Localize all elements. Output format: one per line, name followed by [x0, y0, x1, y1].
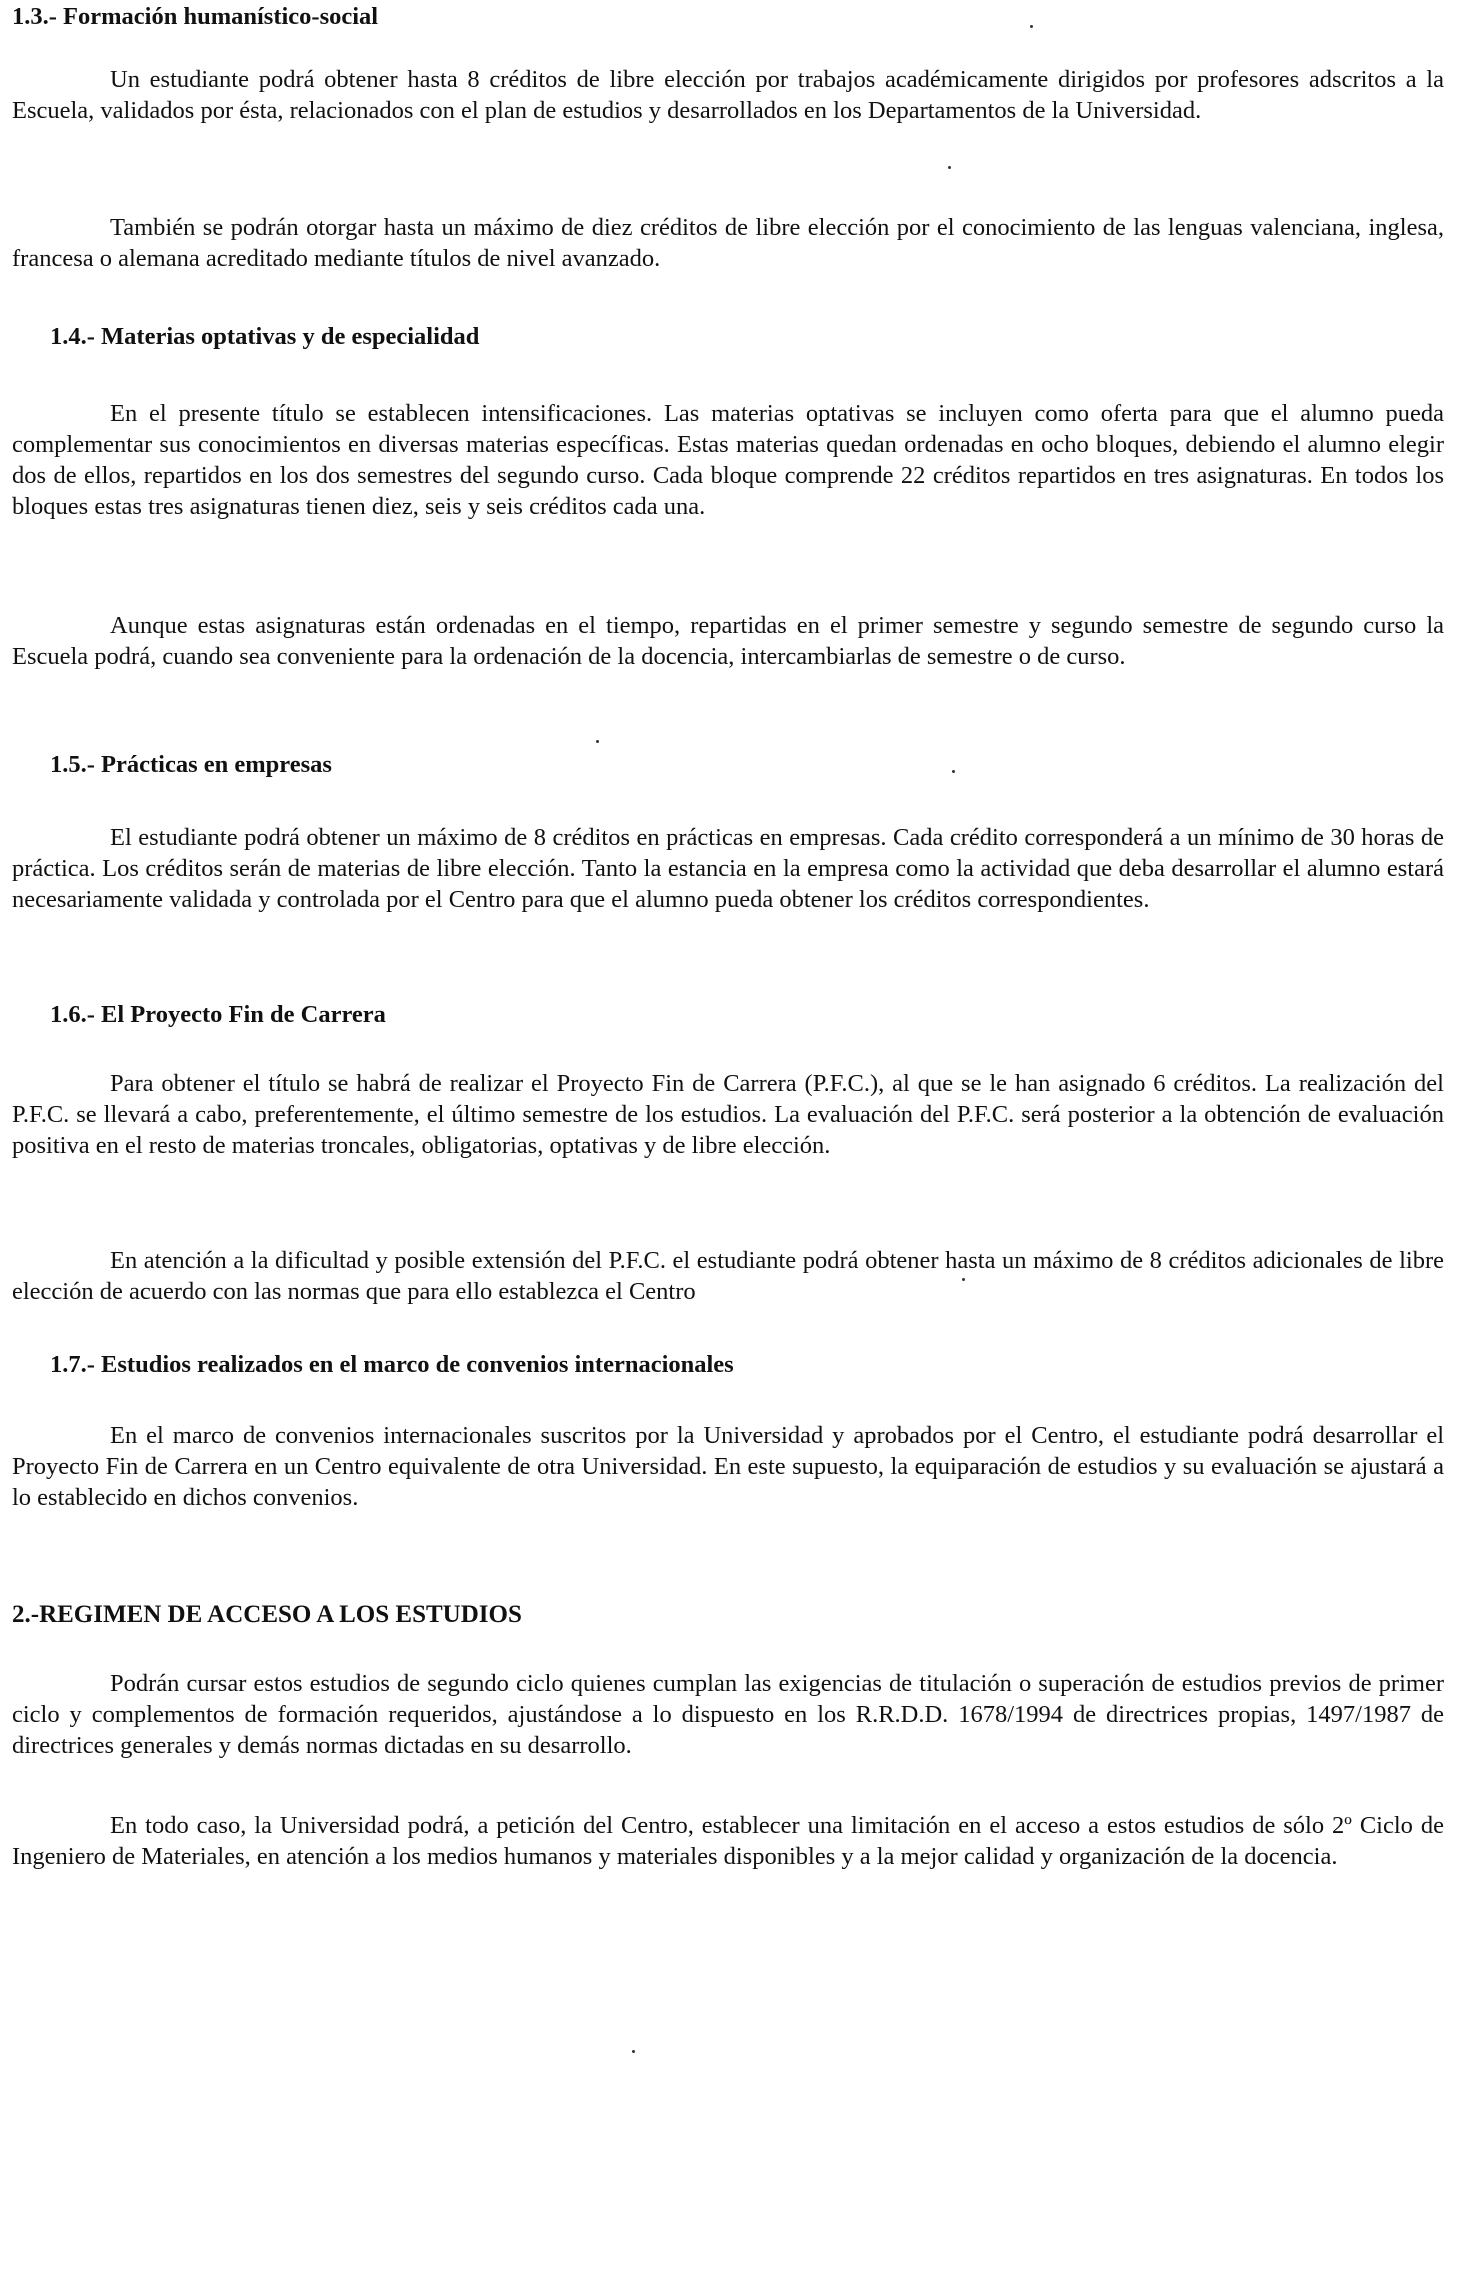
section-1-3 — [12, 2, 1444, 32]
paragraph: Un estudiante podrá obtener hasta 8 créditos de libre elección por trabajos académicamente dirigidos por profesores adscritos a la Escuela, validados por ésta, relacionados con el plan de estudios y desarrollados en los Departamentos de la Universidad. — [12, 66, 1444, 124]
section-1-7 — [12, 1350, 1444, 1380]
section-1-4-paragraph-1 — [12, 398, 1444, 522]
section-1-5 — [12, 750, 1444, 780]
paragraph: Aunque estas asignaturas están ordenadas en el tiempo, repartidas en el primer semestre y segundo semestre de segundo curso la Escuela podrá, cuando sea conveniente para la ordenación de la docencia, intercambiarlas de semestre o de curso. — [12, 612, 1444, 670]
paragraph: Podrán cursar estos estudios de segundo ciclo quienes cumplan las exigencias de titulación o superación de estudios previos de primer ciclo y complementos de formación requeridos, ajustándose a lo dispuesto en los R.R.D.D. 1678/1994 de directrices propias, 1497/1987 de directrices generales y demás normas dictadas en su desarrollo. — [12, 1670, 1444, 1759]
scan-speck — [1030, 25, 1033, 28]
paragraph: En todo caso, la Universidad podrá, a petición del Centro, establecer una limitación en el acceso a estos estudios de sólo 2º Ciclo de Ingeniero de Materiales, en atención a los medios humanos y materiales disponibles y a la mejor calidad y organización de la docencia. — [12, 1812, 1444, 1870]
scan-speck — [962, 1278, 965, 1281]
section-2-paragraph-1 — [12, 1668, 1444, 1761]
section-1-4 — [12, 322, 1444, 352]
section-1-5-paragraph-1 — [12, 822, 1444, 915]
scan-speck — [952, 770, 955, 773]
section-1-6 — [12, 1000, 1444, 1030]
section-1-4-paragraph-2 — [12, 610, 1444, 672]
scan-speck — [632, 2050, 635, 2053]
section-heading: 1.6.- El Proyecto Fin de Carrera — [50, 1001, 386, 1028]
section-1-6-paragraph-1 — [12, 1068, 1444, 1161]
section-heading: 1.3.- Formación humanístico-social — [12, 3, 379, 30]
section-2 — [12, 1600, 1444, 1630]
paragraph: En atención a la dificultad y posible extensión del P.F.C. el estudiante podrá obtener hasta un máximo de 8 créditos adicionales de libre elección de acuerdo con las normas que para ello establezca el Centro — [12, 1247, 1444, 1305]
section-1-7-paragraph-1 — [12, 1420, 1444, 1513]
paragraph: En el presente título se establecen intensificaciones. Las materias optativas se incluyen como oferta para que el alumno pueda complementar sus conocimientos en diversas materias específicas. Estas materias quedan ordenadas en ocho bloques, debiendo el alumno elegir dos de ellos, repartidos en los dos semestres del segundo curso. Cada bloque comprende 22 créditos repartidos en tres asignaturas. En todos los bloques estas tres asignaturas tienen diez, seis y seis créditos cada una. — [12, 400, 1444, 520]
section-heading: 1.7.- Estudios realizados en el marco de convenios internacionales — [50, 1351, 734, 1378]
paragraph: El estudiante podrá obtener un máximo de 8 créditos en prácticas en empresas. Cada crédito corresponderá a un mínimo de 30 horas de práctica. Los créditos serán de materias de libre elección. Tanto la estancia en la empresa como la actividad que deba desarrollar el alumno estará necesariamente validada y controlada por el Centro para que el alumno pueda obtener los créditos correspondientes. — [12, 824, 1444, 913]
section-heading: 1.5.- Prácticas en empresas — [50, 751, 332, 778]
paragraph: También se podrán otorgar hasta un máximo de diez créditos de libre elección por el conocimiento de las lenguas valenciana, inglesa, francesa o alemana acreditado mediante títulos de nivel avanzado. — [12, 214, 1444, 272]
paragraph: Para obtener el título se habrá de realizar el Proyecto Fin de Carrera (P.F.C.), al que se le han asignado 6 créditos. La realización del P.F.C. se llevará a cabo, preferentemente, el último semestre de los estudios. La evaluación del P.F.C. será posterior a la obtención de evaluación positiva en el resto de materias troncales, obligatorias, optativas y de libre elección. — [12, 1070, 1444, 1159]
paragraph: En el marco de convenios internacionales suscritos por la Universidad y aprobados por el Centro, el estudiante podrá desarrollar el Proyecto Fin de Carrera en un Centro equivalente de otra Universidad. En este supuesto, la equiparación de estudios y su evaluación se ajustará a lo establecido en dichos convenios. — [12, 1422, 1444, 1511]
section-1-3-paragraph-2 — [12, 212, 1444, 274]
section-2-paragraph-2 — [12, 1810, 1444, 1872]
section-heading: 2.-REGIMEN DE ACCESO A LOS ESTUDIOS — [12, 1601, 522, 1628]
section-heading: 1.4.- Materias optativas y de especialidad — [50, 323, 480, 350]
section-1-6-paragraph-2 — [12, 1245, 1444, 1307]
scan-speck — [948, 166, 951, 169]
scan-speck — [596, 740, 599, 743]
section-1-3-paragraph-1 — [12, 64, 1444, 126]
